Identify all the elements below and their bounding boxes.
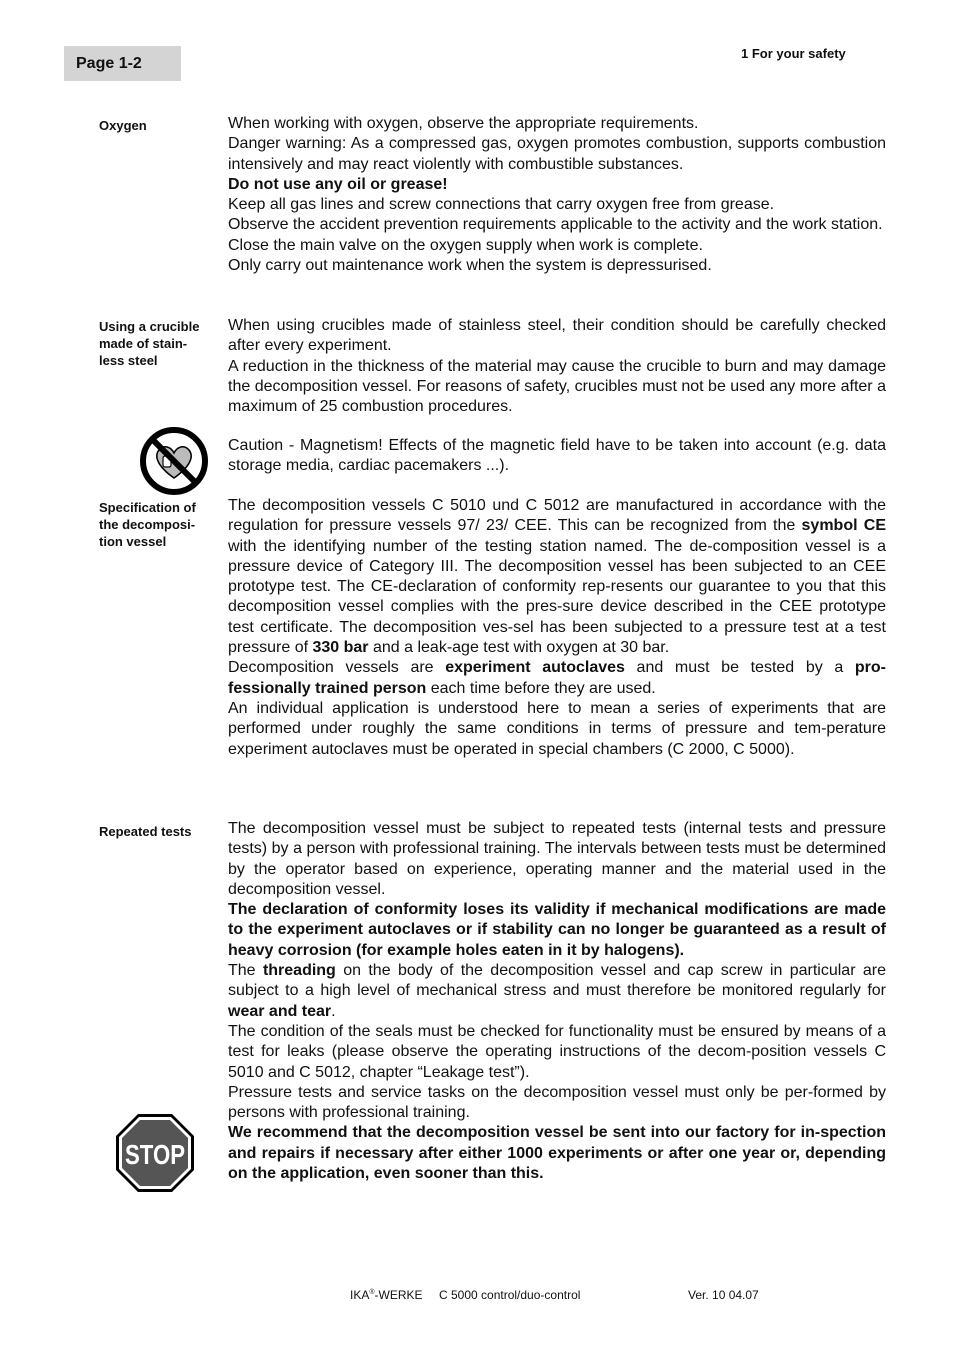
warning-paragraph: Do not use any oil or grease! [228,175,448,193]
no-pacemaker-icon [139,426,209,496]
section-body-repeated-tests [228,819,886,1184]
text-run: Decomposition vessels are [228,659,446,677]
paragraph: Close the main valve on the oxygen supply when work is complete. [228,236,703,254]
text-run: The [228,962,263,980]
text-run: . [331,1002,336,1020]
paragraph [228,961,886,1022]
section-body-crucible [228,316,886,417]
page-number-tab: Page 1-2 [64,46,181,81]
section-label-specification [99,499,217,550]
text-run: and a leak-age test with oxygen at 30 bar. [368,639,670,657]
stop-sign-text: STOP [125,1139,185,1170]
warning-paragraph: The declaration of conformity loses its validity if mechanical modifications are made to the experiment autoclaves or if stability can no longer be guaranteed as a result of heavy corrosion (for example holes eaten in it by halogens). [228,901,886,959]
text-run: on the body of the decomposition vessel and cap screw in particular are subject to a high level of mechanical stress and must therefore be monitored regularly for [228,962,886,1000]
label-line: less steel [99,353,158,368]
paragraph: When working with oxygen, observe the appropriate requirements. [228,115,699,132]
paragraph: Caution - Magnetism! Effects of the magnetic field have to be taken into account (e.g. data storage media, cardiac pacemakers ...). [228,437,886,475]
footer-product: C 5000 control/duo-control [439,1288,581,1302]
text-run-bold: threading [262,962,336,980]
text-run-bold: 330 bar [312,639,369,657]
stop-sign-icon [114,1112,196,1194]
paragraph [228,496,886,658]
paragraph: An individual application is understood here to mean a series of experiments that are performed under roughly the same conditions in terms of pressure and tem-perature experiment autoclaves must be operated in special chambers (C 2000, C 5000). [228,699,886,758]
paragraph: When using crucibles made of stainless steel, their condition should be carefully checked after every experiment. [228,317,886,355]
section-label-oxygen: Oxygen [99,118,147,133]
paragraph: Observe the accident prevention requirements applicable to the activity and the work station. [228,216,883,234]
warning-paragraph: We recommend that the decomposition vessel be sent into our factory for in-spection and repairs if necessary after either 1000 experiments or after one year or, depending on the application, even sooner than this. [228,1124,886,1183]
text-run-bold: wear and tear [228,1002,332,1020]
registered-mark: ® [369,1289,375,1296]
paragraph: A reduction in the thickness of the material may cause the crucible to burn and may damage the decomposition vessel. For reasons of safety, crucibles must not be used any more after a maximum of 25 combustion procedures. [228,357,886,416]
section-label-repeated-tests: Repeated tests [99,824,192,839]
text-run-bold: experiment autoclaves [445,659,625,677]
brand-suffix: -WERKE [374,1288,423,1302]
text-run-bold: symbol CE [801,517,886,535]
paragraph: Keep all gas lines and screw connections that carry oxygen free from grease. [228,196,775,214]
footer-version: Ver. 10 04.07 [688,1288,759,1302]
section-body-specification [228,496,886,760]
section-body-magnetism [228,436,886,477]
text-run: The decomposition vessels C 5010 und C 5012 are manufactured in accordance with the regulation for pressure vessels 97/ 23/ CEE. This can be recognized from the [228,497,886,535]
paragraph: The condition of the seals must be checked for functionality must be ensured by means of a test for leaks (please observe the operating instructions of the decom-position vessels C 5010 and C 5012, chapter “Leakage test”). [228,1022,886,1081]
paragraph: Pressure tests and service tasks on the decomposition vessel must only be per-formed by persons with professional training. [228,1083,886,1122]
paragraph [228,658,886,699]
label-line: the decomposi- [99,517,196,532]
paragraph: Danger warning: As a compressed gas, oxygen promotes combustion, supports combustion intensively and may react violently with combustible substances. [228,135,886,173]
paragraph: The decomposition vessel must be subject to repeated tests (internal tests and pressure tests) by a person with professional training. The intervals between tests must be determined by the operator based on experience, operating manner and the material used in the decomposition vessel. [228,820,886,898]
text-run: with the identifying number of the testing station named. The de-composition vessel is a pressure device of Category III. The decomposition vessel has been subjected to an CEE prototype test. The CE-declaration of conformity rep-resents our guarantee to you that this decomposition vessel complies with the pres-sure device described in the CEE prototype test certificate. The decomposition ves-sel has been subjected to a pressure test at a test pressure of [228,537,886,657]
section-label-crucible [99,318,217,369]
paragraph: Only carry out maintenance work when the system is depressurised. [228,257,712,275]
label-line: made of stain- [99,336,188,351]
section-body-oxygen [228,114,886,276]
brand-name: IKA [350,1288,370,1302]
text-run-bold: pro-fessionally trained person [228,659,886,697]
text-run: and must be tested by a [624,659,855,677]
label-line: Using a crucible [99,319,200,334]
footer-brand [350,1288,423,1302]
label-line: Specification of [99,500,196,515]
chapter-title: 1 For your safety [741,46,846,61]
label-line: tion vessel [99,534,167,549]
text-run: each time before they are used. [426,679,656,697]
